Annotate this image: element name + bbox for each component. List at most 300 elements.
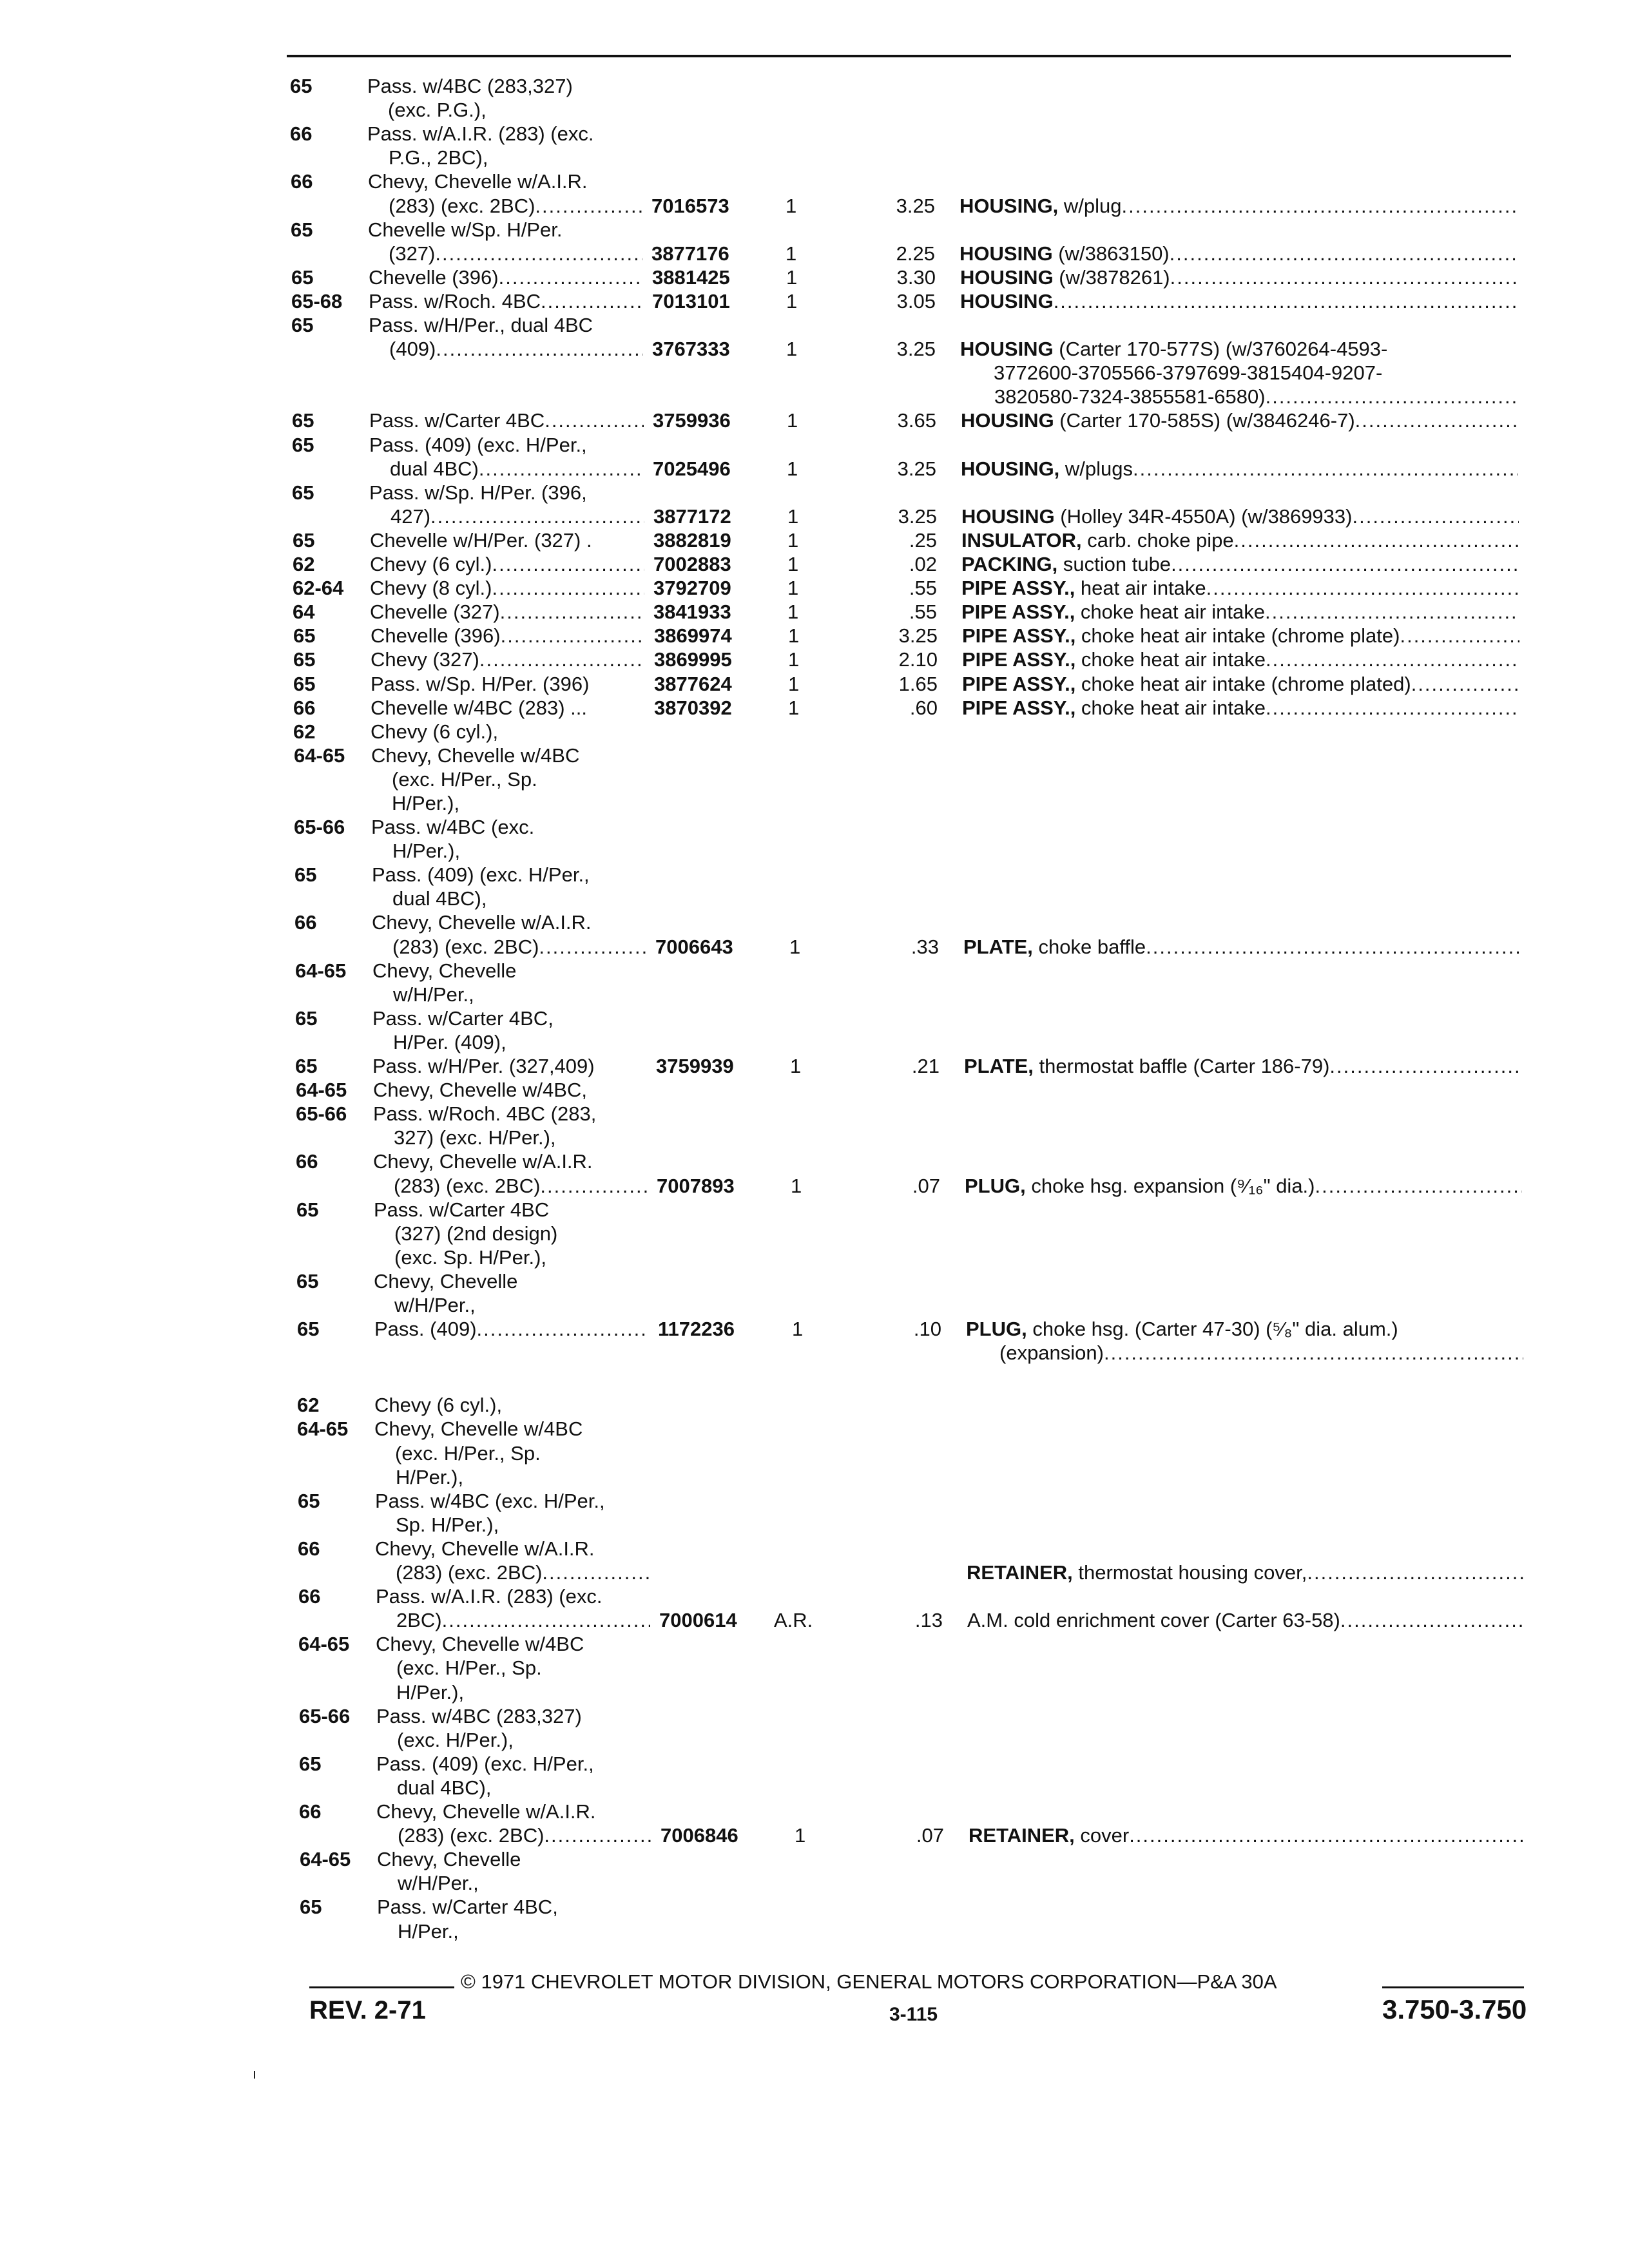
catalog-line: [0, 1561, 1629, 1584]
application-text: [371, 815, 534, 839]
application-text: [398, 1823, 651, 1847]
application-text: [390, 457, 644, 481]
application-label: Pass. w/Carter 4BC,: [372, 1007, 554, 1030]
part-number: 3869995: [654, 648, 732, 671]
part-description: [962, 648, 1519, 671]
part-detail: (w/3878261): [1053, 266, 1170, 289]
part-detail: choke baffle: [1032, 936, 1146, 958]
part-description: [960, 289, 1518, 313]
part-description: [969, 1823, 1526, 1847]
application-text: [369, 481, 587, 505]
application-text: [372, 1054, 595, 1078]
part-description: [994, 361, 1518, 385]
application-text: [372, 959, 516, 983]
model-year: 64-65: [295, 959, 347, 982]
application-label: (exc. H/Per., Sp.: [392, 768, 537, 791]
part-name: PLATE,: [963, 936, 1033, 958]
model-year: 65: [293, 673, 316, 695]
model-year: 65: [300, 1896, 322, 1918]
description-text: [961, 457, 1135, 480]
catalog-line: [0, 74, 1629, 98]
application-text: [369, 289, 643, 313]
application-text: [370, 576, 644, 600]
part-detail: choke heat air intake: [1075, 697, 1266, 719]
catalog-line: [0, 1149, 1629, 1173]
quantity: 1: [789, 936, 801, 958]
catalog-line: [0, 624, 1629, 648]
quantity: 1: [787, 529, 799, 552]
application-text: [396, 1608, 650, 1632]
description-text: [967, 1609, 1343, 1631]
catalog-line: [0, 1919, 1629, 1943]
part-detail: choke heat air intake (chrome plated): [1075, 673, 1411, 695]
catalog-line: [0, 1393, 1629, 1417]
footer-rule-right: [1382, 1986, 1524, 1988]
application-label: Chevy (6 cyl.),: [371, 720, 499, 743]
application-text: [394, 1293, 476, 1317]
application-label: Chevy, Chevelle w/A.I.R.: [373, 1150, 593, 1173]
catalog-line: [0, 1489, 1629, 1513]
part-detail: w/plug: [1058, 195, 1122, 217]
model-year: 66: [298, 1585, 321, 1608]
application-label: Pass. w/Sp. H/Per. (396): [371, 673, 590, 695]
part-detail: choke hsg. (Carter 47-30) (⁵⁄₈" dia. alum.): [1027, 1318, 1398, 1340]
quantity: 1: [787, 553, 799, 575]
application-label: Chevy, Chevelle w/A.I.R.: [376, 1800, 596, 1823]
part-detail: choke heat air intake (chrome plate): [1075, 624, 1400, 647]
page-number: 3-115: [889, 2004, 938, 2025]
part-name: PLUG,: [965, 1175, 1026, 1197]
catalog-line: [0, 1293, 1629, 1317]
copyright-notice: © 1971 CHEVROLET MOTOR DIVISION, GENERAL MOTORS CORPORATION—P&A 30A: [461, 1970, 1277, 1993]
application-text: [369, 433, 587, 457]
description-text: [959, 242, 1172, 265]
part-number: 3881425: [652, 266, 730, 289]
application-text: [371, 720, 498, 744]
application-label: Pass. w/H/Per. (327,409): [372, 1055, 595, 1077]
description-text: [966, 1318, 1401, 1340]
application-text: [392, 887, 487, 910]
application-text: [392, 935, 646, 959]
catalog-line: [0, 720, 1629, 744]
part-detail: 3820580-7324-3855581-6580): [994, 385, 1266, 408]
model-year: 64-65: [300, 1848, 351, 1870]
catalog-line: [0, 552, 1629, 576]
part-description: [967, 1561, 1524, 1584]
quantity: 1: [786, 195, 797, 217]
quantity: 1: [795, 1824, 806, 1847]
application-label: H/Per.),: [392, 792, 460, 814]
part-number: 3877176: [651, 242, 729, 265]
catalog-line: [0, 122, 1629, 146]
price: 1.65: [898, 673, 938, 695]
application-text: [372, 910, 592, 934]
application-label: Pass. w/Carter 4BC: [374, 1198, 550, 1221]
application-label: Chevy, Chevelle: [377, 1848, 521, 1870]
model-year: 66: [291, 170, 313, 193]
catalog-line: [0, 887, 1629, 910]
application-text: [390, 505, 644, 528]
model-year: 64-65: [296, 1079, 347, 1101]
catalog-line: [0, 1656, 1629, 1680]
application-label: Sp. H/Per.),: [396, 1514, 499, 1536]
application-label: 327) (exc. H/Per.),: [394, 1126, 556, 1149]
application-label: 2BC) .....: [396, 1609, 442, 1631]
application-text: [395, 1441, 541, 1465]
model-year: 65: [295, 1007, 318, 1030]
model-year: 65-66: [299, 1705, 351, 1727]
model-year: 65: [293, 624, 316, 647]
part-number: 7006643: [655, 936, 733, 958]
application-label: (283) (exc. 2BC) .....: [396, 1561, 542, 1584]
application-label: Chevy, Chevelle w/A.I.R.: [372, 911, 592, 934]
part-description: [961, 528, 1519, 552]
price: 3.25: [896, 338, 936, 360]
application-text: [376, 1704, 582, 1728]
application-label: dual 4BC),: [392, 887, 487, 910]
catalog-line: [0, 1317, 1629, 1341]
application-text: [371, 744, 579, 767]
application-text: [396, 1513, 499, 1537]
catalog-line: [0, 1537, 1629, 1561]
catalog-line: [0, 265, 1629, 289]
catalog-line: [0, 767, 1629, 791]
price: 3.25: [896, 195, 935, 217]
application-text: [372, 1006, 554, 1030]
application-label: Chevy (6 cyl.),: [374, 1394, 503, 1416]
application-text: [389, 242, 642, 265]
part-name: PIPE ASSY.,: [961, 601, 1075, 623]
application-text: [376, 1752, 594, 1776]
catalog-line: [0, 1776, 1629, 1800]
quantity: 1: [791, 1175, 802, 1197]
application-text: [374, 1269, 517, 1293]
application-text: [389, 337, 643, 361]
model-year: 65: [291, 314, 314, 336]
description-text: [960, 290, 1056, 312]
catalog-line: [0, 1632, 1629, 1656]
catalog-line: [0, 1245, 1629, 1269]
price: .21: [911, 1055, 940, 1077]
part-name: HOUSING: [959, 242, 1053, 265]
part-detail: choke heat air intake: [1075, 601, 1265, 623]
catalog-line: [0, 1030, 1629, 1054]
price: .10: [913, 1318, 941, 1340]
application-text: [374, 1417, 583, 1441]
part-number: 3792709: [653, 577, 731, 599]
description-text: [962, 673, 1414, 695]
part-name: PIPE ASSY.,: [962, 697, 1076, 719]
catalog-line: [0, 1728, 1629, 1752]
price: .25: [909, 529, 937, 552]
part-name: PLATE,: [964, 1055, 1034, 1077]
application-text: [373, 1149, 593, 1173]
catalog-line: [0, 337, 1629, 361]
catalog-line: [0, 1054, 1629, 1078]
description-text: [961, 601, 1268, 623]
part-description: [994, 385, 1518, 408]
part-name: HOUSING,: [959, 195, 1059, 217]
catalog-line: [0, 1847, 1629, 1871]
description-text: [961, 505, 1354, 528]
application-text: [392, 791, 459, 815]
application-text: [389, 146, 488, 169]
application-text: [397, 1728, 514, 1752]
price: .07: [916, 1824, 944, 1847]
price: 3.05: [896, 290, 936, 312]
application-label: Pass. w/A.I.R. (283) (exc.: [376, 1585, 602, 1608]
application-text: [396, 1561, 650, 1584]
application-text: [397, 1776, 491, 1800]
application-text: [376, 1800, 596, 1823]
application-label: Pass. w/Sp. H/Per. (396,: [369, 481, 587, 504]
model-year: 66: [290, 122, 313, 145]
part-detail: suction tube: [1057, 553, 1171, 575]
description-text: [967, 1561, 1309, 1584]
part-name: PIPE ASSY.,: [961, 577, 1075, 599]
quantity: 1: [787, 409, 798, 432]
part-name: HOUSING: [961, 505, 1055, 528]
catalog-line: [0, 1680, 1629, 1704]
application-text: [369, 265, 643, 289]
part-detail: cover: [1074, 1824, 1130, 1847]
revision-label: REV. 2-71: [309, 1996, 426, 2024]
part-number: 3759939: [656, 1055, 734, 1077]
application-label: Pass. (409) (exc. H/Per.,: [369, 434, 587, 456]
application-label: Pass. w/Roch. 4BC .....: [369, 290, 541, 312]
application-label: (exc. H/Per., Sp.: [396, 1657, 542, 1679]
application-text: [396, 1680, 464, 1704]
part-number: 7007893: [657, 1175, 735, 1197]
application-label: Pass. w/A.I.R. (283) (exc.: [367, 122, 594, 145]
catalog-line: [0, 1198, 1629, 1222]
application-label: H/Per. (409),: [393, 1031, 506, 1053]
application-label: Chevelle (396) .....: [371, 624, 501, 647]
price: .13: [914, 1609, 943, 1631]
description-text: [963, 936, 1148, 958]
application-text: [371, 624, 645, 648]
catalog-line: [0, 744, 1629, 767]
part-number: 7006846: [660, 1824, 738, 1847]
description-text: [962, 624, 1402, 647]
catalog-line: [0, 910, 1629, 934]
application-text: [392, 767, 537, 791]
part-description: [961, 408, 1518, 432]
part-number: 3767333: [652, 338, 730, 360]
section-number: 3.750-3.750: [1382, 1994, 1527, 2024]
model-year: 65: [291, 218, 313, 241]
catalog-line: [0, 1752, 1629, 1776]
model-year: 65: [296, 1270, 319, 1293]
catalog-line: [0, 863, 1629, 887]
application-label: Chevelle (327) .....: [370, 601, 500, 623]
part-number: 3870392: [654, 697, 732, 719]
part-name: PIPE ASSY.,: [962, 648, 1076, 671]
catalog-line: [0, 194, 1629, 218]
part-description: [961, 600, 1519, 624]
quantity: 1: [786, 242, 797, 265]
price: 3.65: [897, 409, 936, 432]
application-text: [370, 528, 592, 552]
catalog-line: [0, 600, 1629, 624]
part-detail: 3772600-3705566-3797699-3815404-9207-: [994, 361, 1383, 384]
catalog-line: [0, 1222, 1629, 1245]
model-year: 65: [298, 1490, 320, 1512]
catalog-line: [0, 1441, 1629, 1465]
model-year: 62: [293, 553, 315, 575]
quantity: 1: [788, 648, 800, 671]
part-detail: carb. choke pipe: [1081, 529, 1234, 552]
catalog-line: [0, 1126, 1629, 1149]
catalog-line: [0, 839, 1629, 863]
application-text: [373, 1102, 596, 1126]
part-description: [967, 1608, 1525, 1632]
description-text: [959, 195, 1124, 217]
model-year: 65: [290, 75, 313, 97]
catalog-line: [0, 1800, 1629, 1823]
model-year: 65: [294, 863, 317, 886]
part-number: 7016573: [651, 195, 729, 217]
model-year: 64-65: [297, 1418, 349, 1440]
price: 3.30: [896, 266, 936, 289]
catalog-line: [0, 385, 1629, 408]
part-number: 3877624: [654, 673, 732, 695]
part-description: [959, 242, 1517, 265]
part-name: PIPE ASSY.,: [962, 673, 1076, 695]
application-label: Pass. w/Carter 4BC .....: [369, 409, 545, 432]
application-label: Chevy, Chevelle w/A.I.R.: [375, 1537, 595, 1560]
part-description: [966, 1317, 1523, 1341]
application-label: Pass. (409) (exc. H/Per.,: [372, 863, 590, 886]
quantity: 1: [790, 1055, 802, 1077]
part-description: [962, 696, 1519, 720]
catalog-line: [0, 648, 1629, 671]
catalog-line: [0, 1269, 1629, 1293]
part-number: 7013101: [652, 290, 730, 312]
quantity: 1: [786, 290, 798, 312]
model-year: 64-65: [294, 744, 345, 767]
price: 3.25: [898, 505, 937, 528]
application-label: (283) (exc. 2BC) .....: [389, 195, 535, 217]
application-text: [393, 1030, 506, 1054]
part-name: HOUSING: [960, 266, 1054, 289]
catalog-line: [0, 1341, 1629, 1365]
catalog-line: [0, 242, 1629, 265]
application-text: [376, 1632, 584, 1656]
application-label: w/H/Per.,: [398, 1872, 479, 1894]
application-text: [375, 1537, 595, 1561]
application-label: dual 4BC) .....: [390, 457, 479, 480]
quantity: 1: [787, 457, 798, 480]
application-label: Pass. w/4BC (exc. H/Per.,: [375, 1490, 605, 1512]
application-text: [371, 672, 589, 696]
part-detail: (Carter 170-585S) (w/3846246-7): [1054, 409, 1355, 432]
catalog-line: [0, 1871, 1629, 1895]
application-label: (409) .....: [389, 338, 436, 360]
application-text: [394, 1245, 546, 1269]
part-name: HOUSING,: [961, 457, 1060, 480]
quantity: 1: [792, 1318, 804, 1340]
part-name: INSULATOR,: [961, 529, 1082, 552]
catalog-line: [0, 576, 1629, 600]
catalog-line: [0, 1823, 1629, 1847]
application-label: H/Per.,: [398, 1920, 459, 1943]
model-year: 65: [292, 481, 314, 504]
application-text: [374, 1393, 502, 1417]
top-rule: [287, 55, 1511, 57]
description-text: [994, 361, 1385, 384]
application-label: (exc. P.G.),: [388, 99, 487, 121]
part-detail: A.M. cold enrichment cover (Carter 63-58): [967, 1609, 1340, 1631]
part-number: 1172236: [658, 1318, 735, 1340]
part-number: 3882819: [653, 529, 731, 552]
application-label: (exc. Sp. H/Per.),: [394, 1246, 547, 1269]
application-text: [371, 696, 587, 720]
quantity: 1: [788, 624, 800, 647]
application-label: Chevy (8 cyl.) .....: [370, 577, 492, 599]
footer-rule-left: [309, 1986, 454, 1988]
application-label: Pass. w/Roch. 4BC (283,: [373, 1102, 597, 1125]
price: .07: [912, 1175, 940, 1197]
application-label: Chevy (6 cyl.) .....: [370, 553, 492, 575]
model-year: 66: [293, 697, 316, 719]
part-detail: thermostat housing cover,: [1072, 1561, 1307, 1584]
catalog-line: [0, 528, 1629, 552]
description-text: [965, 1175, 1318, 1197]
part-detail: (w/3863150): [1052, 242, 1170, 265]
model-year: 66: [296, 1150, 318, 1173]
catalog-line: [0, 1078, 1629, 1102]
description-text: [999, 1341, 1106, 1364]
catalog-line: [0, 672, 1629, 696]
model-year: 65: [296, 1198, 319, 1221]
catalog-line: [0, 146, 1629, 169]
application-label: Chevelle w/H/Per. (327) .: [370, 529, 592, 552]
application-label: Chevy (327) .....: [371, 648, 479, 671]
part-number: 7000614: [659, 1609, 737, 1631]
application-label: H/Per.),: [392, 840, 461, 862]
catalog-line: [0, 169, 1629, 193]
part-detail: heat air intake: [1075, 577, 1206, 599]
price: 3.25: [897, 457, 936, 480]
application-label: H/Per.),: [396, 1466, 464, 1488]
application-text: [367, 122, 593, 146]
part-description: [965, 1174, 1522, 1198]
catalog-line: [0, 433, 1629, 457]
application-label: Chevelle (396) .....: [369, 266, 499, 289]
description-text: [960, 338, 1390, 360]
catalog-line: [0, 935, 1629, 959]
application-text: [396, 1465, 463, 1489]
application-text: [377, 1895, 558, 1919]
application-label: Chevy, Chevelle: [374, 1270, 518, 1293]
price: 2.25: [896, 242, 935, 265]
part-name: HOUSING: [961, 409, 1054, 432]
application-label: (283) (exc. 2BC) .....: [392, 936, 539, 958]
catalog-line: [0, 1513, 1629, 1537]
catalog-line: [0, 218, 1629, 242]
catalog-line: [0, 457, 1629, 481]
application-text: [369, 408, 644, 432]
model-year: 64-65: [298, 1633, 350, 1655]
application-label: w/H/Per.,: [393, 983, 474, 1006]
part-description: [962, 624, 1519, 648]
quantity: 1: [788, 697, 800, 719]
part-detail: (expansion): [999, 1341, 1104, 1364]
catalog-line: [0, 1174, 1629, 1198]
catalog-line: [0, 361, 1629, 385]
catalog-line: [0, 815, 1629, 839]
